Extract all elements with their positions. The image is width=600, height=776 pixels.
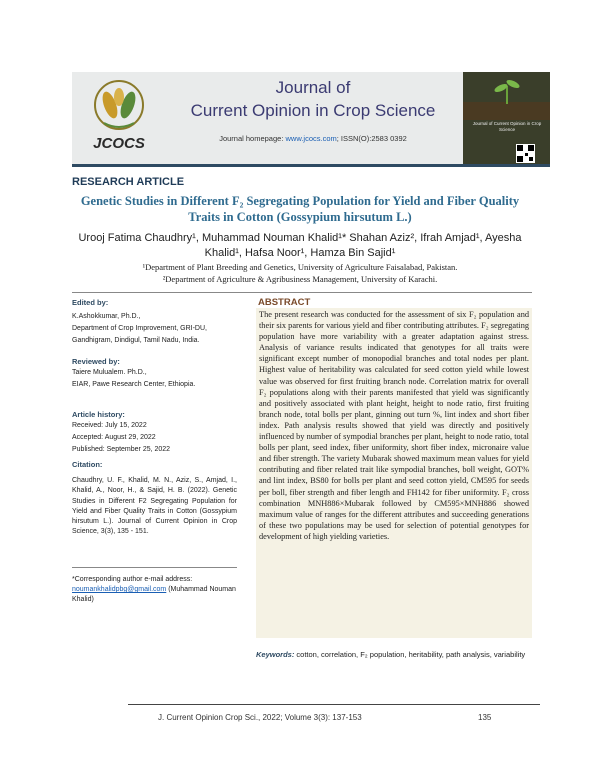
reviewed-by-heading: Reviewed by:: [72, 357, 120, 366]
authors-line1: Urooj Fatima Chaudhry¹, Muhammad Nouman Khalid¹* Shahan Aziz², Ifrah Amjad¹, Ayesha: [78, 232, 522, 244]
editor-name: K.Ashokkumar, Ph.D.,: [72, 313, 141, 320]
corresponding-author: [72, 575, 242, 605]
corresponding-name: (Muhammad Nouman Khalid): [72, 586, 236, 603]
reviewer-name: Taiere Mulualem. Ph.D.,: [72, 369, 147, 376]
sidebar-divider: [72, 567, 237, 568]
page-number: 135: [478, 713, 492, 722]
footer-citation: J. Current Opinion Crop Sci., 2022; Volume 3(3): 137-153: [158, 713, 362, 722]
keywords-list: cotton, correlation, F₂ population, heritability, path analysis, variability: [294, 650, 526, 659]
received-date: Received: July 15, 2022: [72, 422, 147, 429]
article-type: RESEARCH ARTICLE: [72, 176, 185, 188]
citation-text: Chaudhry, U. F., Khalid, M. N., Aziz, S., Amjad, I., Khalid, A., Noor, H., & Sajid, H. B. (2022). Genetic Studies in Different F2 Segregating Population for Yield and Fiber Quality Traits in Cotton (Gossypium hirsutum L.). Journal of Current Opinion in Crop Science, 3(3), 135 - 151.: [72, 477, 237, 536]
author-list: [78, 231, 522, 261]
header-rule: [72, 164, 550, 167]
cover-text: Journal of Current Opinion in Crop Science: [472, 121, 542, 132]
editor-dept: Department of Crop Improvement, GRI-DU,: [72, 325, 207, 332]
keywords-label: Keywords:: [256, 650, 295, 659]
article-title: Genetic Studies in Different F₂ Segregating Population for Yield and Fiber Quality Traits in Cotton (Gossypium hirsutum L.): [80, 194, 520, 224]
affiliation-1: ¹Department of Plant Breeding and Genetics, University of Agriculture Faisalabad, Pakistan.: [142, 262, 458, 272]
journal-homepage: [168, 134, 458, 143]
journal-title-line1: Journal of: [275, 78, 351, 97]
keywords: [256, 649, 532, 660]
title-divider: [72, 292, 532, 293]
journal-logo: [76, 75, 162, 161]
plant-sprout-icon: [463, 72, 550, 120]
journal-cover: [463, 72, 550, 164]
edited-by-heading: Edited by:: [72, 298, 109, 307]
homepage-link[interactable]: www.jcocs.com: [285, 134, 337, 143]
footer-rule: [128, 704, 540, 705]
published-date: Published: September 25, 2022: [72, 446, 171, 453]
reviewer-place: EIAR, Pawe Research Center, Ethiopia.: [72, 381, 196, 388]
journal-title-line2: Current Opinion in Crop Science: [190, 101, 436, 120]
corresponding-email-link[interactable]: noumankhalidpbg@gmail.com: [72, 586, 167, 593]
abstract-text: The present research was conducted for the assessment of six F₂ population and their six parents for various yield and fiber contributing attributes. F₂ segregating population have more variability with a greater adaptation against stress. Analysis of variance results indicated that genotypes for all traits were significant except number of monopodial branches and total nodes per plant. Highest value of heritability was calculated for seed cotton yield while lowest value was observed for first fruiting branch node. Correlation matrix for overall F₂ populations along with their parents manifested that yield was significantly and positively associated with plant height, height to node ratio, first fruiting branch node, total bolls per plant, ginning out turn %, lint index and short fiber index. Path analysis results showed that yield was directly and positively influenced by number of sympodial branches per plant, height to node ratio, total bolls per plant, seed index, fiber uniformity, short fiber index, micronaire value and fiber strength. The variety Mubarak showed maximum mean values for yield contributing and fiber related trait like sympodial branches, boll weight, GOT% and lint index, BS80 for bolls per plant and seed cotton yield, CM595 for seeds per boll, fiber strength and fiber length and FH142 for fiber uniformity. F₂ cross combination MNH886×Mubarak followed by CM595×MNH886 showed maximum value of ranges for the different attributes and succeeding generations of these two populations may be used for selection of potential genotypes for development of high yielding varieties.: [259, 310, 529, 541]
editor-place: Gandhigram, Dindigul, Tamil Nadu, India.: [72, 337, 200, 344]
homepage-prefix: Journal homepage:: [219, 134, 286, 143]
abstract-heading: ABSTRACT: [258, 297, 311, 308]
citation-heading: Citation:: [72, 460, 103, 469]
qr-code-icon: [516, 144, 535, 163]
accepted-date: Accepted: August 29, 2022: [72, 434, 156, 441]
affiliation-2: ²Department of Agriculture & Agribusiness Management, University of Karachi.: [162, 274, 438, 284]
logo-text: JCOCS: [93, 135, 145, 152]
history-heading: Article history:: [72, 410, 125, 419]
authors-line2: Khalid¹, Hafsa Noor¹, Hamza Bin Sajid¹: [204, 247, 396, 259]
issn: ; ISSN(O):2583 0392: [336, 134, 407, 143]
cotton-logo-icon: [76, 75, 162, 135]
corresponding-label: *Corresponding author e-mail address:: [72, 576, 193, 583]
